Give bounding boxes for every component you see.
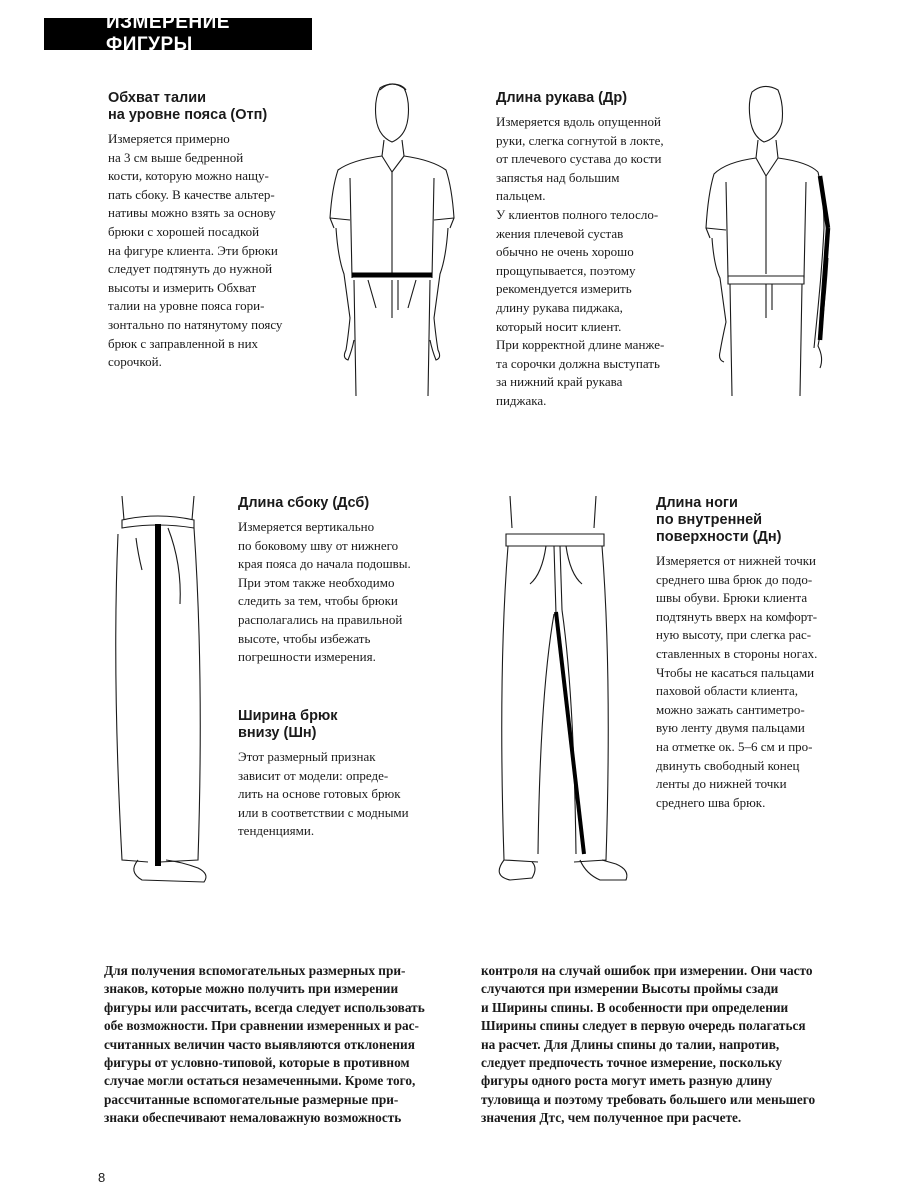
page-header: [44, 12, 312, 55]
side-length-text: Измеряется вертикально по боковому шву от нижнего края пояса до начала подошвы. При этом также необходимо следить за тем, чтобы брюки располагались на правильной высоте, чтобы избежать погрешности измерения.: [238, 519, 411, 665]
section-sleeve: [496, 90, 696, 411]
body-text-left: Для получения вспомогательных размерных при- знаков, которые можно получить при измерении фигуры или рассчитать, всегда следует использовать обе возможности. При сравнении измеренных и рас- считанных величин часто выявляются отклонения фигуры от условно-типовой, которые в противном случае могли остаться незамеченными. Кроме того, рассчитанные вспомогательные размерные при- знаки обеспечивают немаловажную возможность: [104, 963, 425, 1126]
page-number: 8: [98, 1170, 106, 1185]
waist-title: Обхват талии на уровне пояса (Отп): [108, 90, 268, 123]
waist-figure: [322, 78, 462, 398]
inseam-measure-line: [556, 612, 584, 854]
side-length-figure: [108, 494, 228, 894]
header-title: ИЗМЕРЕНИЕ ФИГУРЫ: [106, 12, 230, 55]
inseam-figure: [470, 494, 640, 894]
side-length-title: Длина сбоку (Дсб): [238, 495, 370, 511]
sleeve-text: Измеряется вдоль опущенной руки, слегка согнутой в локте, от плечевого сустава до кости запястья над большим пальцем. У клиентов полного телосло- жения плечевой сустав обычно не очень хорошо прощупывается, поэтому рекомендуется измерить длину рукава пиджака, который носит клиент. При корректной длине манже- та сорочки должна выступать за нижний край рукава пиджака.: [496, 114, 665, 408]
trouser-width-title: Ширина брюк внизу (Шн): [238, 708, 338, 741]
trouser-width-text: Этот размерный признак зависит от модели: опреде- лить на основе готовых брюк или в соответствии с модными тенденциями.: [238, 749, 409, 839]
waist-text: Измеряется примерно на 3 см выше бедренной кости, которую можно нащу- пать сбоку. В качестве альтер- нативы можно взять за основу брюки с хорошей посадкой на фигуре клиента. Эти брюки следует подтянуть до нужной высоты и измерить Обхват талии на уровне пояса гори- зонтально по натянутому поясу брюк с заправленной в них сорочкой.: [108, 131, 283, 370]
body-text-right: контроля на случай ошибок при измерении. Они часто случаются при измерении Высоты проймы сзади и Ширины спины. В особенности при определении Ширины спины следует в первую очередь полагаться на расчет. Для Длины спины до талии, напротив, следует предпочесть точное измерение, поскольку фигуры одного роста могут иметь разную длину туловища и поэтому требовать большего или меньшего значения Дтс, чем полученное при расчете.: [481, 963, 816, 1126]
section-trouser-width: [238, 708, 448, 841]
inseam-title: Длина ноги по внутренней поверхности (Дн): [656, 495, 782, 545]
sleeve-title: Длина рукава (Др): [496, 90, 628, 106]
section-inseam: [656, 495, 856, 812]
inseam-text: Измеряется от нижней точки среднего шва брюк до подо- швы обуви. Брюки клиента подтянуть вверх на комфорт- ную высоту, при слегка рас- ставленных в стороны ногах. Чтобы не касаться пальцами паховой области клиента, можно зажать сантиметро- вую ленту двумя пальцами на отметке ок. 5–6 см и про- двинуть свободный конец ленты до нижней точки среднего шва брюк.: [656, 553, 818, 810]
sleeve-measure-line-lower: [820, 228, 828, 340]
section-side-length: [238, 495, 448, 667]
section-waist: [108, 90, 323, 372]
sleeve-figure: [700, 78, 850, 398]
